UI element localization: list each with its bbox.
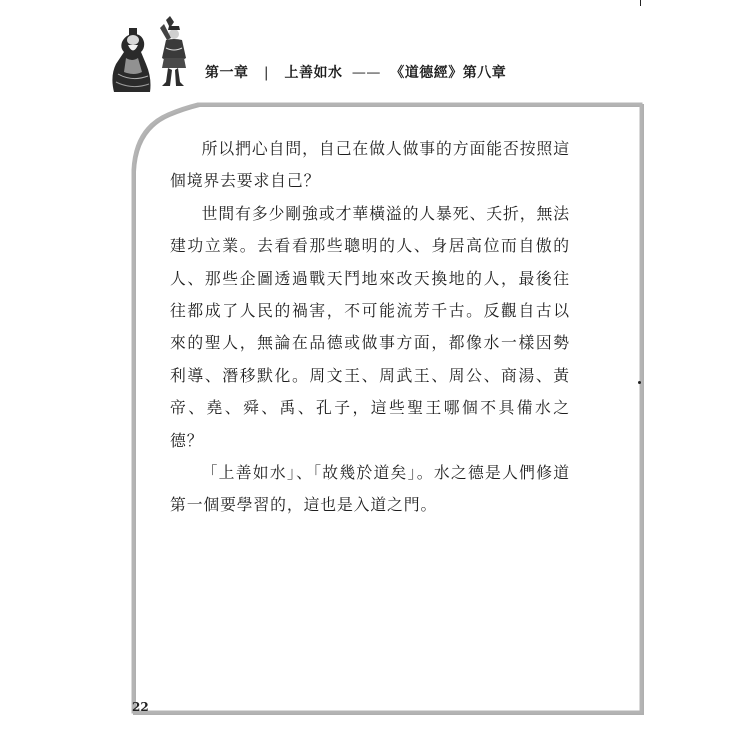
body-text	[170, 133, 570, 522]
sage-figures-illustration	[104, 12, 204, 96]
crop-mark-top	[640, 0, 641, 6]
crop-mark-right	[638, 381, 641, 384]
page-header	[0, 0, 750, 110]
paragraph-2: 世間有多少剛強或才華橫溢的人暴死、夭折，無法建功立業。去看看那些聰明的人、身居高位而自傲的人、那些企圖透過戰天鬥地來改天換地的人，最後往往都成了人民的禍害，不可能流芳千古。反觀自古以來的聖人，無論在品德或做事方面，都像水一樣因勢利導、潛移默化。周文王、周武王、周公、商湯、黃帝、堯、舜、禹、孔子，這些聖王哪個不具備水之德？	[170, 203, 570, 450]
section-title: 上善如水	[284, 65, 343, 81]
chapter-separator: |	[263, 65, 270, 81]
source-reference: 《道德經》第八章	[390, 65, 507, 81]
chapter-number: 第一章	[205, 65, 249, 81]
title-dash: ——	[351, 65, 381, 81]
paragraph-3: 「上善如水」、「故幾於道矣」。水之德是人們修道第一個要學習的，這也是入道之門。	[170, 463, 570, 515]
chapter-heading	[205, 62, 506, 82]
paragraph-1: 所以捫心自問，自己在做人做事的方面能否按照這個境界去要求自己？	[170, 139, 570, 191]
page-number: 22	[132, 700, 149, 714]
